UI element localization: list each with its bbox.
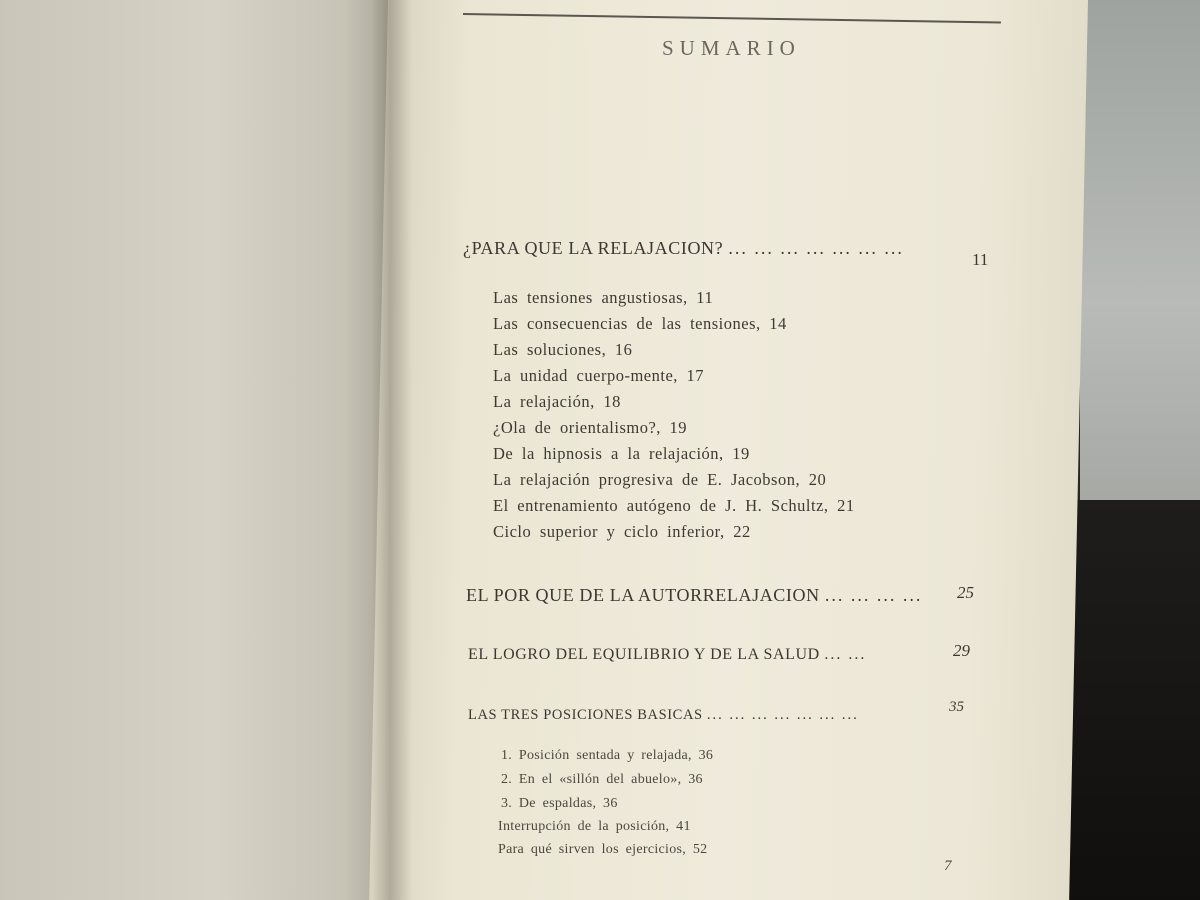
top-rule	[463, 13, 1001, 23]
toc-entry: 1. Posición sentada y relajada, 36	[501, 748, 714, 763]
toc-entry: Interrupción de la posición, 41	[498, 819, 691, 834]
toc-section-heading	[468, 646, 866, 664]
toc-entry: El entrenamiento autógeno de J. H. Schultz, 21	[493, 496, 855, 515]
toc-entry: ¿Ola de orientalismo?, 19	[493, 418, 688, 437]
section-title: ¿PARA QUE LA RELAJACION?	[463, 238, 729, 258]
folio-page-number: 7	[944, 858, 952, 874]
toc-entry: La relajación progresiva de E. Jacobson, 20	[493, 470, 827, 489]
toc-entry: Las soluciones, 16	[493, 340, 633, 359]
leader-dots: ... ... ... ...	[824, 585, 923, 605]
section-title: EL POR QUE DE LA AUTORRELAJACION	[466, 585, 825, 605]
toc-section-heading	[468, 707, 859, 724]
toc-entry: La relajación, 18	[493, 392, 621, 411]
section-page-number: 35	[949, 699, 964, 715]
toc-entry: 3. De espaldas, 36	[501, 796, 618, 811]
toc-entry: Las consecuencias de las tensiones, 14	[493, 314, 787, 333]
toc-entry: La unidad cuerpo-mente, 17	[493, 366, 705, 385]
toc-section-heading	[463, 238, 904, 259]
section-page-number: 29	[953, 641, 970, 660]
section-title: LAS TRES POSICIONES BASICAS	[468, 707, 707, 723]
section-page-number: 25	[957, 583, 974, 602]
leader-dots: ... ... ... ... ... ... ...	[728, 238, 904, 258]
section-title: EL LOGRO DEL EQUILIBRIO Y DE LA SALUD	[468, 646, 825, 663]
toc-entry: De la hipnosis a la relajación, 19	[493, 444, 750, 463]
toc-section-heading	[466, 585, 922, 606]
toc-entry: Para qué sirven los ejercicios, 52	[498, 842, 708, 857]
section-page-number: 11	[972, 250, 989, 269]
page-title: SUMARIO	[662, 36, 801, 60]
leader-dots: ... ... ... ... ... ... ...	[706, 707, 859, 723]
toc-entry: Las tensiones angustiosas, 11	[493, 288, 714, 307]
leader-dots: ... ...	[824, 646, 867, 663]
toc-entry: Ciclo superior y ciclo inferior, 22	[493, 522, 751, 541]
toc-entry: 2. En el «sillón del abuelo», 36	[501, 772, 703, 787]
